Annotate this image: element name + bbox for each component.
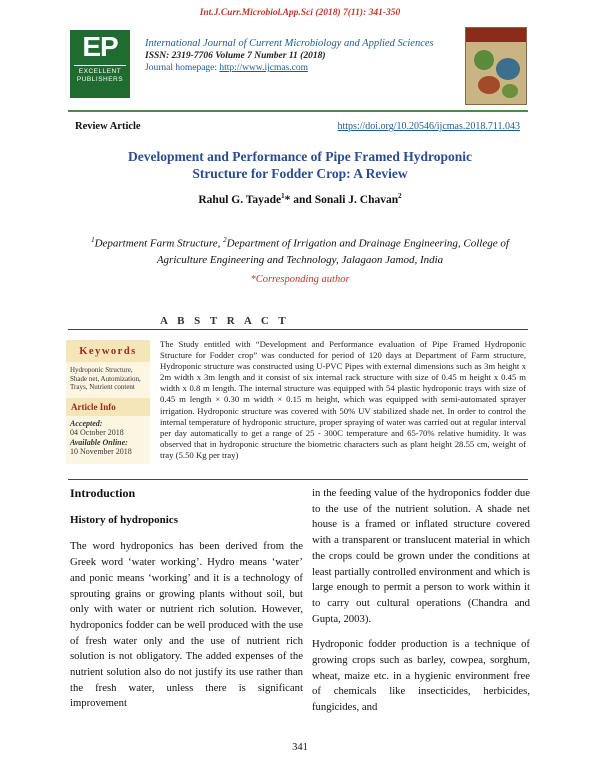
abstract-bottom-rule (68, 479, 528, 480)
journal-title: International Journal of Current Microbiology and Applied Sciences (145, 38, 434, 49)
author-and: and (290, 193, 315, 206)
article-info-heading: Article Info (66, 398, 150, 416)
author-2-affil: 2 (398, 192, 402, 200)
header-divider (68, 110, 528, 112)
left-paragraph: The word hydroponics has been derived from the Greek word ‘water working’. Hydro means ‘water’ and ponic means ‘working’ and it is a technology of sprouting grains or growing plants without soil, but only with water or nutrient rich solution. However, hydroponics fodder can be well produced with the use of fresh water only and the use of nutrient rich solution is not obligatory. The added expenses of the nutrient solution also do not justify its use rather than the fresh water, unless there is significant improvement (70, 540, 303, 710)
accepted-date: 04 October 2018 (70, 428, 124, 437)
accepted-label: Accepted: (70, 418, 103, 428)
right-paragraph-2: Hydroponic fodder production is a technique of growing crops such as barley, cowpea, sorghum, wheat, maize etc. in a hygienic environment free of chemicals like insecticides, herbicides, fungicides, and (312, 638, 530, 714)
affil-2-mark: 2 (223, 236, 227, 244)
affil-2: Department of Irrigation and Drainage Engineering, College of Agriculture Engineering and Technology, Jalagaon Jamod, India (156, 237, 509, 266)
corresponding-author-note: *Corresponding author (250, 274, 350, 285)
running-head: Int.J.Curr.Microbiol.App.Sci (2018) 7(11): 341-350 (199, 8, 401, 18)
logo-line-2: PUBLISHERS (76, 75, 124, 83)
journal-homepage (145, 63, 465, 73)
body-column-right (312, 486, 530, 726)
online-date: 10 November 2018 (70, 447, 132, 456)
abstract-heading: A B S T R A C T (160, 315, 290, 327)
journal-issn: ISSN: 2319-7706 Volume 7 Number 11 (2018) (145, 51, 326, 61)
abstract-top-rule (68, 329, 528, 330)
corresponding-mark: * (284, 193, 291, 206)
body-column-left (70, 486, 303, 722)
paper-title (100, 148, 500, 182)
logo-letters: EP (82, 31, 118, 62)
page-number: 341 (292, 742, 308, 753)
homepage-link[interactable]: http://www.ijcmas.com (219, 63, 308, 73)
introduction-heading: Introduction (70, 486, 136, 500)
author-2: Sonali J. Chavan (314, 193, 399, 206)
article-sidebar (66, 340, 150, 464)
affil-1-mark: 1 (91, 236, 95, 244)
right-paragraph-1: in the feeding value of the hydroponics fodder due to the use of the nutrient solution. A shade net house is a framed or inflated structure covered with a transparent or translucent material in which the crops could be grown under the conditions at least partially controlled environment and which is large enough to permit a person to work within it to carry out cultural operations (Chandra and Gupta, 2003). (312, 487, 530, 625)
journal-header (145, 38, 465, 73)
keywords-list: Hydroponic Structure, Shade net, Automization, Trays, Nutrient content (70, 366, 141, 391)
article-type: Review Article (75, 121, 141, 132)
publisher-logo (70, 30, 130, 98)
author-1: Rahul G. Tayade (198, 193, 282, 206)
history-heading: History of hydroponics (70, 513, 178, 526)
author-1-affil: 1 (281, 192, 285, 200)
affiliations (72, 232, 528, 268)
journal-cover-image (465, 27, 527, 105)
logo-line-1: EXCELLENT (78, 68, 122, 75)
online-label: Available Online: (70, 437, 128, 447)
abstract-body: The Study entitled with “Development and Performance evaluation of Pipe Framed Hydroponic Structure for Fodder crop” was conducted for period of 120 days at Department of Farm structure, Hydroponic structure was constructed using U-PVC Pipes with external dimensions such as 3m height x 2m width x 3m length and it consist of six internal rack structure with size of 0.45 m height x 0.45 m width x 0.8 m length. The internal structure was equipped with 54 plastic hydroponic trays with size of 0.45 m length × 0.30 m width × 0.15 m height, which was equipped with semi-automated sprayer irrigation. Hydroponic structure was covered with 50% UV stabilized shade net. In order to control the internal temperature of hydroponic structure, proper spraying of water was carried out at regular interval per day automatically to get a range of 25 - 300C temperature and 65-70% relative humidity. It was observed that in hydroponic structure the biometric characters such as plant height 28.55 cm, weight of tray (5.50 Kg per tray) (160, 339, 526, 460)
paper-title-line-2: Structure for Fodder Crop: A Review (192, 166, 408, 181)
article-info-dates (66, 416, 150, 460)
homepage-label: Journal homepage: (145, 63, 220, 73)
affil-1: Department Farm Structure, (94, 237, 224, 250)
keywords-heading: Keywords (66, 340, 150, 362)
paper-title-line-1: Development and Performance of Pipe Framed Hydroponic (128, 149, 472, 164)
author-list (100, 192, 500, 206)
doi-link[interactable]: https://doi.org/10.20546/ijcmas.2018.711.043 (337, 121, 520, 132)
